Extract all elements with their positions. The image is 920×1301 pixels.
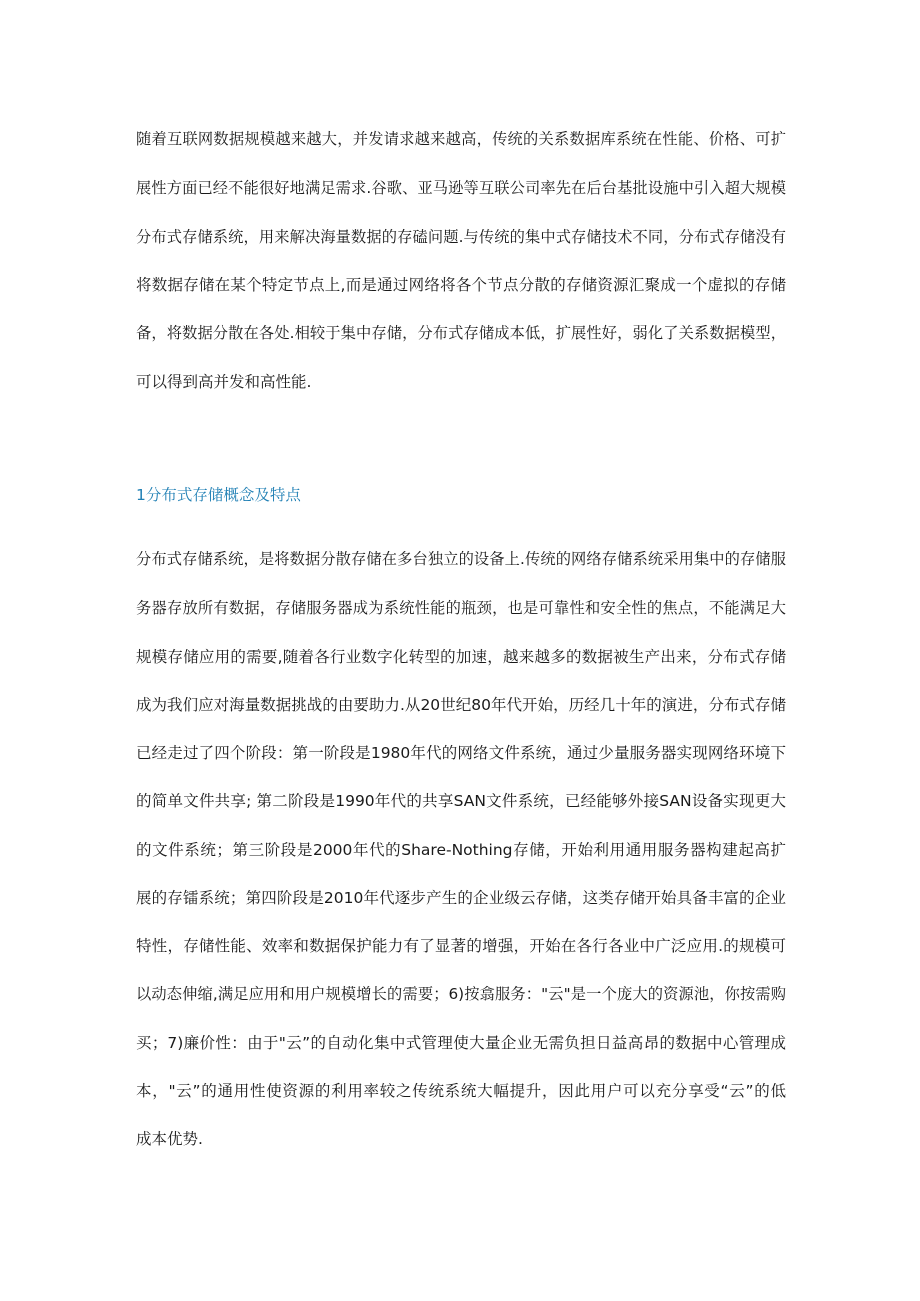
body-line: 务器存放所有数据，存储服务器成为系统性能的瓶颈，也是可靠性和安全性的焦点，不能满足大 [136, 599, 786, 617]
body-line: 规模存储应用的需要,随着各行业数字化转型的加速，越来越多的数据被生产出来，分布式存储 [136, 648, 786, 666]
intro-line: 可以得到高并发和高性能. [136, 373, 312, 391]
body-line: 已经走过了四个阶段：第一阶段是1980年代的网络文件系统，通过少量服务器实现网络环境下 [136, 744, 786, 762]
intro-line: 随着互联网数据规模越来越大，并发请求越来越高，传统的关系数据库系统在性能、价格、可扩 [136, 130, 786, 148]
body-line: 买；7)廉价性：由于"云”的自动化集中式管理使大量企业无需负担日益高昂的数据中心管理成 [136, 1034, 786, 1052]
body-line: 的文件系统；第三阶段是2000年代的Share-Nothing存储，开始利用通用服务器构建起高扩 [136, 841, 786, 859]
intro-line: 备，将数据分散在各处.相较于集中存储，分布式存储成本低，扩展性好，弱化了关系数据模型， [136, 324, 786, 342]
intro-line: 分布式存储系统，用来解决海量数据的存磕问题.与传统的集中式存储技术不同，分布式存储没有 [136, 228, 786, 246]
intro-line: 展性方面已经不能很好地满足需求.谷歌、亚马逊等互联公司率先在后台基批设施中引入超大规模 [136, 179, 786, 197]
body-line: 的简单文件共享; 第二阶段是1990年代的共享SAN文件系统，已经能够外接SAN设备实现更大 [136, 792, 786, 810]
body-line: 以动态伸缩,满足应用和用户规模增长的需要；6)按翕服务："云"是一个庞大的资源池，你按需购 [136, 985, 786, 1003]
body-line: 成本优势. [136, 1130, 203, 1148]
intro-line: 将数据存储在某个特定节点上,而是通过网络将各个节点分散的存储资源汇聚成一个虚拟的存储 [136, 276, 786, 294]
body-line: 本，"云”的通用性使资源的利用率较之传统系统大幅提升，因此用户可以充分享受“云”的低 [136, 1082, 786, 1100]
section-heading: 1分布式存储概念及特点 [136, 486, 301, 504]
body-line: 特性，存储性能、效率和数据保护能力有了显著的增强，开始在各行各业中广泛应用.的规模可 [136, 937, 786, 955]
body-line: 分布式存储系统，是将数据分散存储在多台独立的设备上.传统的网络存储系统采用集中的存储服 [136, 550, 786, 568]
body-line: 成为我们应对海量数据挑战的由要助力.从20世纪80年代开始，历经几十年的演进，分布式存储 [136, 696, 786, 714]
body-line: 展的存镭系统；第四阶段是2010年代逐步产生的企业级云存储，这类存储开始具备丰富的企业 [136, 889, 786, 907]
